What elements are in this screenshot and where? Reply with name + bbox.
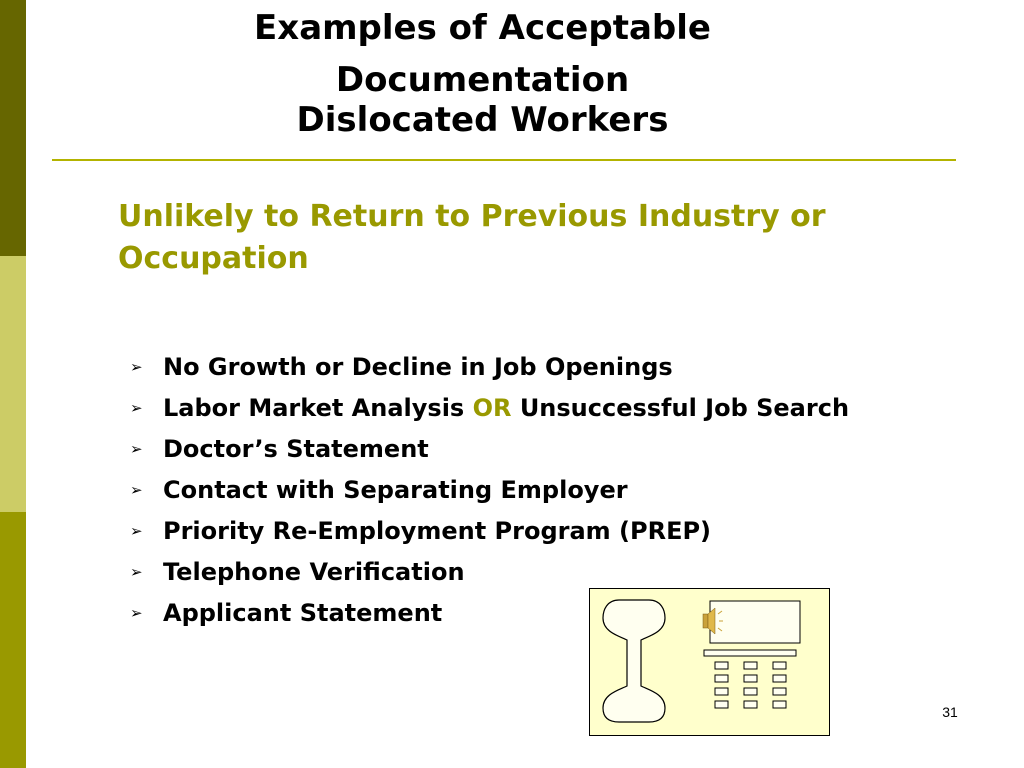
arrow-bullet-icon: ➢ — [130, 440, 143, 458]
arrow-bullet-icon: ➢ — [130, 399, 143, 417]
bullet-item — [130, 473, 890, 507]
arrow-bullet-icon: ➢ — [130, 522, 143, 540]
title-line-1: Examples of Acceptable — [254, 8, 711, 48]
bullet-item — [130, 391, 890, 425]
side-bar-dark-segment — [0, 0, 26, 256]
bullet-text: Doctor’s Statement — [163, 435, 429, 463]
bullet-text: Unsuccessful Job Search — [519, 394, 850, 422]
bullet-text: No Growth or Decline in Job Openings — [163, 353, 673, 381]
bullet-item — [130, 350, 890, 384]
bullet-text: Contact with Separating Employer — [163, 476, 628, 504]
title-divider — [52, 159, 956, 161]
bullet-item — [130, 555, 890, 589]
slide-title — [190, 2, 775, 138]
phone-display — [710, 601, 800, 643]
bullet-text: Labor Market Analysis — [163, 394, 473, 422]
side-bar-olive-segment — [0, 512, 26, 768]
bullet-text: Telephone Verification — [163, 558, 465, 586]
side-color-bar — [0, 0, 26, 768]
bullet-text: Applicant Statement — [163, 599, 443, 627]
page-number: 31 — [942, 704, 958, 720]
keypad-header — [704, 650, 796, 656]
side-bar-light-segment — [0, 256, 26, 512]
arrow-bullet-icon: ➢ — [130, 358, 143, 376]
title-line-3: Dislocated Workers — [296, 100, 669, 140]
arrow-bullet-icon: ➢ — [130, 481, 143, 499]
bullet-item — [130, 514, 890, 548]
or-highlight: OR — [472, 394, 512, 422]
arrow-bullet-icon: ➢ — [130, 563, 143, 581]
bullet-item — [130, 432, 890, 466]
title-line-2: Documentation — [335, 60, 630, 100]
telephone-illustration — [589, 588, 830, 736]
bullet-text: Priority Re-Employment Program (PREP) — [163, 517, 712, 545]
arrow-bullet-icon: ➢ — [130, 604, 143, 622]
slide-subtitle: Unlikely to Return to Previous Industry or Occupation — [118, 199, 826, 276]
